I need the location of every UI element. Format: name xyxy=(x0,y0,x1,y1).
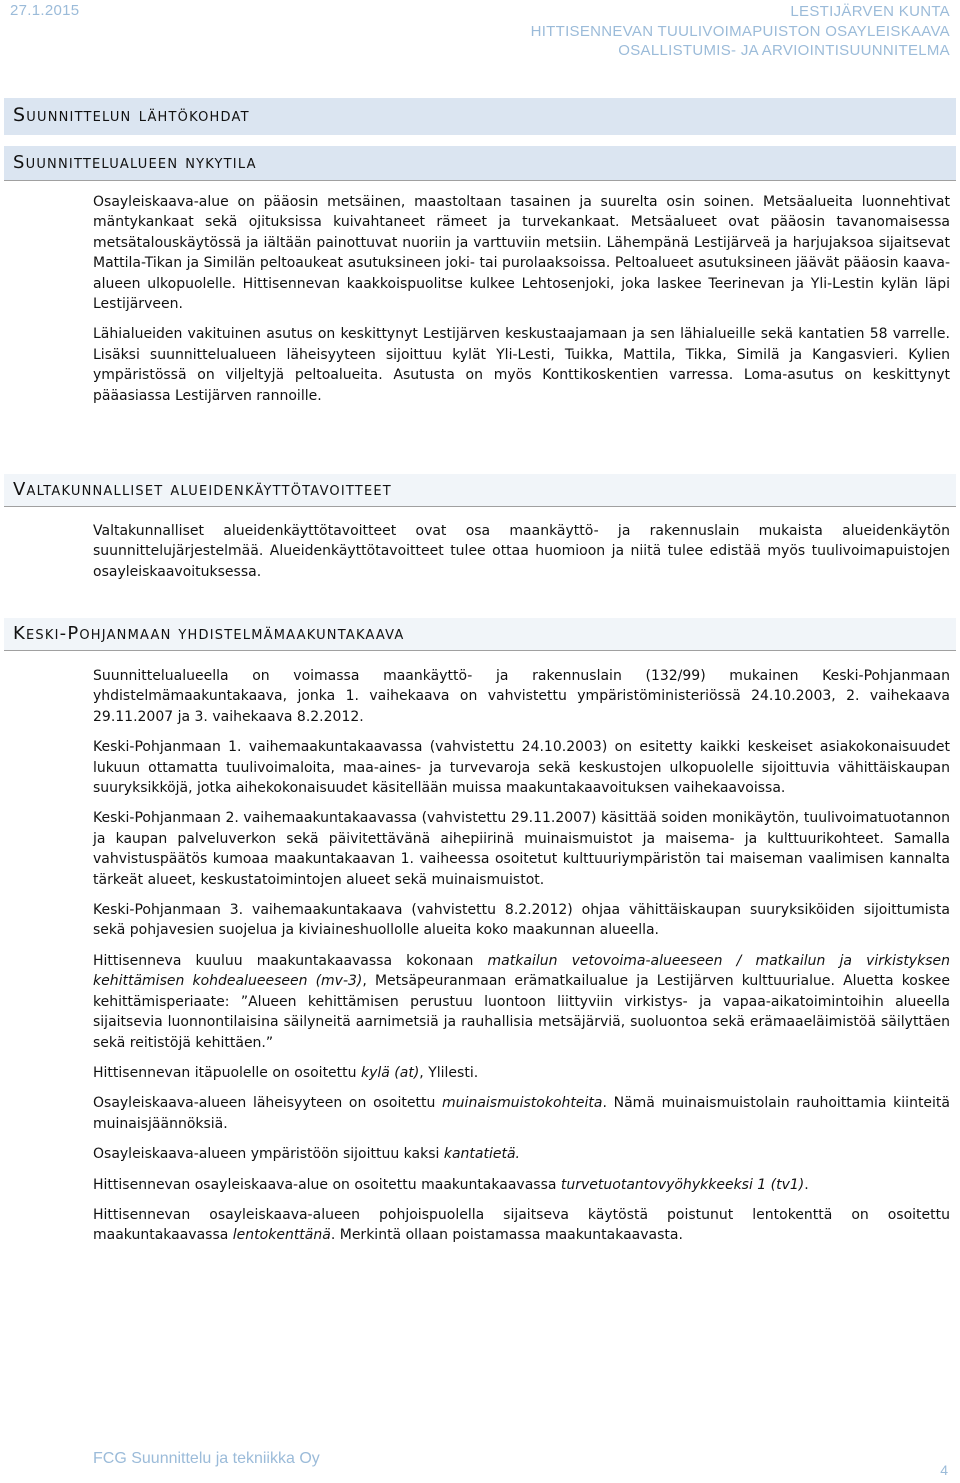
header-plan-name: HITTISENNEVAN TUULIVOIMAPUISTON OSAYLEISKAAVA xyxy=(530,22,950,40)
sub-heading: Suunnittelualueen nykytila xyxy=(13,152,257,173)
header-document-type: OSALLISTUMIS- JA ARVIOINTISUUNNITELMA xyxy=(618,42,950,59)
paragraph: Keski-Pohjanmaan 2. vaihemaakuntakaavassa (vahvistettu 29.11.2007) käsittää soiden monikäytön, tuulivoimatuotannon ja kaupan palveluverkon sekä päivitettävänä aihepiirinä muinaismuistot ja maisema- ja kulttuurikohteet. Samalla vahvistuspäätös kumoaa maakuntakaavan 1. vaiheessa osoitetut kulttuuriympäristön tai maiseman vaalimisen kannalta tärkeät alueet, keskustatoimintojen alueet sekä muinaismuistot. xyxy=(93,810,950,888)
kp-body xyxy=(93,666,950,1256)
paragraph: Keski-Pohjanmaan 3. vaihemaakuntakaava (vahvistettu 8.2.2012) ohjaa vähittäiskaupan suuryksiköiden sijoittumista sekä pohjavesien suojelua ja kiviaineshuollolle alueita koko maakunnan alueella. xyxy=(93,902,950,939)
vat-heading-band xyxy=(4,474,956,507)
kp-heading: Keski-Pohjanmaan yhdistelmämaakuntakaava xyxy=(13,623,405,644)
paragraph: Suunnittelualueella on voimassa maankäyttö- ja rakennuslain (132/99) mukainen Keski-Pohjanmaan yhdistelmämaakuntakaava, jonka 1. vaihekaava on vahvistettu ympäristöministeriössä 24.10.2003, 2. vaihekaava 29.11.2007 ja 3. vaihekaava 8.2.2012. xyxy=(93,668,950,725)
current-state-body xyxy=(93,192,950,416)
sub-heading-band xyxy=(4,145,956,181)
main-heading: Suunnittelun lähtökohdat xyxy=(13,104,250,126)
main-heading-band xyxy=(4,97,956,136)
kp-heading-band xyxy=(4,618,956,651)
paragraph: Hittisenneva kuuluu maakuntakaavassa kokonaan matkailun vetovoima-alueeseen / matkailun ja virkistyksen kehittämisen kohdealueeseen (mv-3), Metsäpeuranmaan erämatkailualue ja Lestijärven kulttuurialue. Aluetta koskee kehittämisperiaate: ”Alueen kehittämisen perustuu luontoon liittyviin virkistys- ja vapaa-aikatoimintoihin alueella sijaitsevia luonnontilaisina säilyneitä aarnimetsiä ja rauhallisia metsäjärviä, suoluontoa sekä erämaaeläimistöä säilyttäen sekä reitistöjä kehittäen.” xyxy=(93,952,951,1051)
header-block xyxy=(531,2,950,61)
paragraph: Osayleiskaava-alue on pääosin metsäinen, maastoltaan tasainen ja suurelta osin soinen. Metsäalueita luonnehtivat mäntykankaat sekä ojituksissa kuivahtaneet rämeet ja turvekankaat. Metsäalueet ovat pääosin tavanomaisessa metsätalouskäytössä ja iältään painottuvat nuoriin ja varttuviin metsiin. Lähempänä Lestijärveä ja harjujaksoa sijaitsevat Mattila-Tikan ja Similän peltoaukeat asutuksineen joki- tai purolaaksoissa. Peltoalueet asutuksineen jäävät pääosin kaava-alueen ulkopuolelle. Hittisennevan kaakkoispuolitse kulkee Lehtosenjoki, joka laskee Teerinevan ja Yli-Lestin kylän läpi Lestijärveen. xyxy=(93,194,950,313)
paragraph: Osayleiskaava-alueen läheisyyteen on osoitettu muinaismuistokohteita. Nämä muinaismuistolain rauhoittamia kiinteitä muinaisjäännöksiä. xyxy=(93,1095,951,1132)
paragraph: Osayleiskaava-alueen ympäristöön sijoittuu kaksi kantatietä. xyxy=(93,1146,520,1163)
paragraph: Hittisennevan osayleiskaava-alueen pohjoispuolella sijaitseva käytöstä poistunut lentokenttä on osoitettu maakuntakaavassa lentokenttänä. Merkintä ollaan poistamassa maakuntakaavasta. xyxy=(93,1206,950,1244)
vat-heading: Valtakunnalliset alueidenkäyttötavoitteet xyxy=(13,479,392,500)
page-number: 4 xyxy=(940,1462,948,1478)
paragraph: Valtakunnalliset alueidenkäyttötavoitteet ovat osa maankäyttö- ja rakennuslain mukaista alueidenkäytön suunnittelujärjestelmää. Alueidenkäyttötavoitteet tulee ottaa huomioon ja niitä tulee edistää myös tuulivoimapuistojen osayleiskaavoituksessa. xyxy=(93,523,950,580)
footer-company: FCG Suunnittelu ja tekniikka Oy xyxy=(93,1450,320,1467)
header-municipality: LESTIJÄRVEN KUNTA xyxy=(790,3,950,20)
paragraph: Hittisennevan osayleiskaava-alue on osoitettu maakuntakaavassa turvetuotantovyöhykkeeksi 1 (tv1). xyxy=(93,1176,809,1193)
paragraph: Keski-Pohjanmaan 1. vaihemaakuntakaavassa (vahvistettu 24.10.2003) on esitetty kaikki keskeiset asiakokonaisuudet lukuun ottamatta tuulivoimaloita, maa-aines- ja turvevaroja sekä keskustojen ulkopuolelle sijoittuvia vähittäiskaupan suuryksikköjä, jotka aihekokonaisuudet käsitellään muissa maakuntakaavoituksen vaihekaavoissa. xyxy=(93,739,950,797)
paragraph: Hittisennevan itäpuolelle on osoitettu kylä (at), Ylilesti. xyxy=(93,1064,479,1081)
header-date: 27.1.2015 xyxy=(10,2,80,19)
paragraph: Lähialueiden vakituinen asutus on keskittynyt Lestijärven keskustaajamaan ja sen lähialueille sekä kantatien 58 varrelle. Lisäksi suunnittelualueen läheisyyteen sijoittuu kylät Yli-Lesti, Tuikka, Mattila, Tikka, Similä ja Kangasvieri. Kylien ympäristössä on viljeltyjä peltoalueita. Asutusta on myös Konttikoskentien varressa. Loma-asutus on keskittynyt pääasiassa Lestijärven rannoille. xyxy=(93,326,950,404)
vat-body xyxy=(93,521,950,592)
